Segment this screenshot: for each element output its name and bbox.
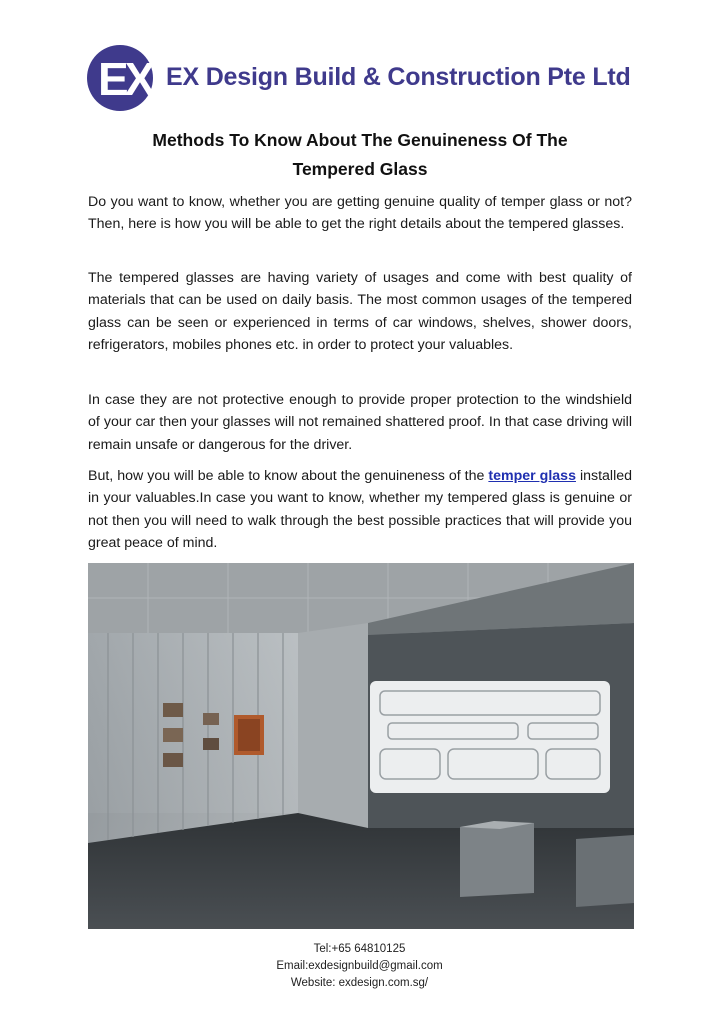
- footer-website: Website: exdesign.com.sg/: [290, 977, 429, 989]
- svg-text:EX: EX: [98, 53, 152, 105]
- title-line-1: Methods To Know About The Genuineness Of The: [152, 130, 568, 150]
- paragraph-genuineness: [88, 465, 632, 555]
- paragraph-text-after: installed in your valuables.In case you want to know, whether my tempered glass is genuine or not then you will need to walk through the best possible practices that will provide you great peace of mind.: [88, 468, 633, 552]
- paragraph-usages: The tempered glasses are having variety of usages and come with best quality of materials that can be used on daily basis. The most common usages of the tempered glass can be seen or experienced in terms of car windows, shelves, shower doors, refrigerators, mobiles phones etc. in order to protect your valuables.: [88, 270, 632, 354]
- temper-glass-link[interactable]: temper glass: [488, 468, 576, 484]
- company-name: EX Design Build & Construction Pte Ltd: [166, 63, 631, 91]
- paragraph-protection: In case they are not protective enough to provide proper protection to the windshield of your car then your glasses will not remained shattered proof. In that case driving will remain unsafe or dangerous for the driver.: [88, 392, 632, 453]
- ex-logo-icon: [86, 38, 166, 118]
- paragraph-text-before: But, how you will be able to know about the genuineness of the: [88, 468, 489, 484]
- footer-email: Email:exdesignbuild@gmail.com: [276, 960, 443, 972]
- company-logo: [86, 38, 646, 118]
- glass-showroom-photo: [88, 563, 634, 929]
- title-line-2: Tempered Glass: [292, 159, 428, 179]
- contact-footer: [0, 941, 719, 992]
- page-title: [88, 126, 632, 184]
- paragraph-intro: Do you want to know, whether you are getting genuine quality of temper glass or not? Then, here is how you will be able to get the right details about the tempered glasses.: [88, 194, 632, 233]
- footer-tel: Tel:+65 64810125: [313, 943, 406, 955]
